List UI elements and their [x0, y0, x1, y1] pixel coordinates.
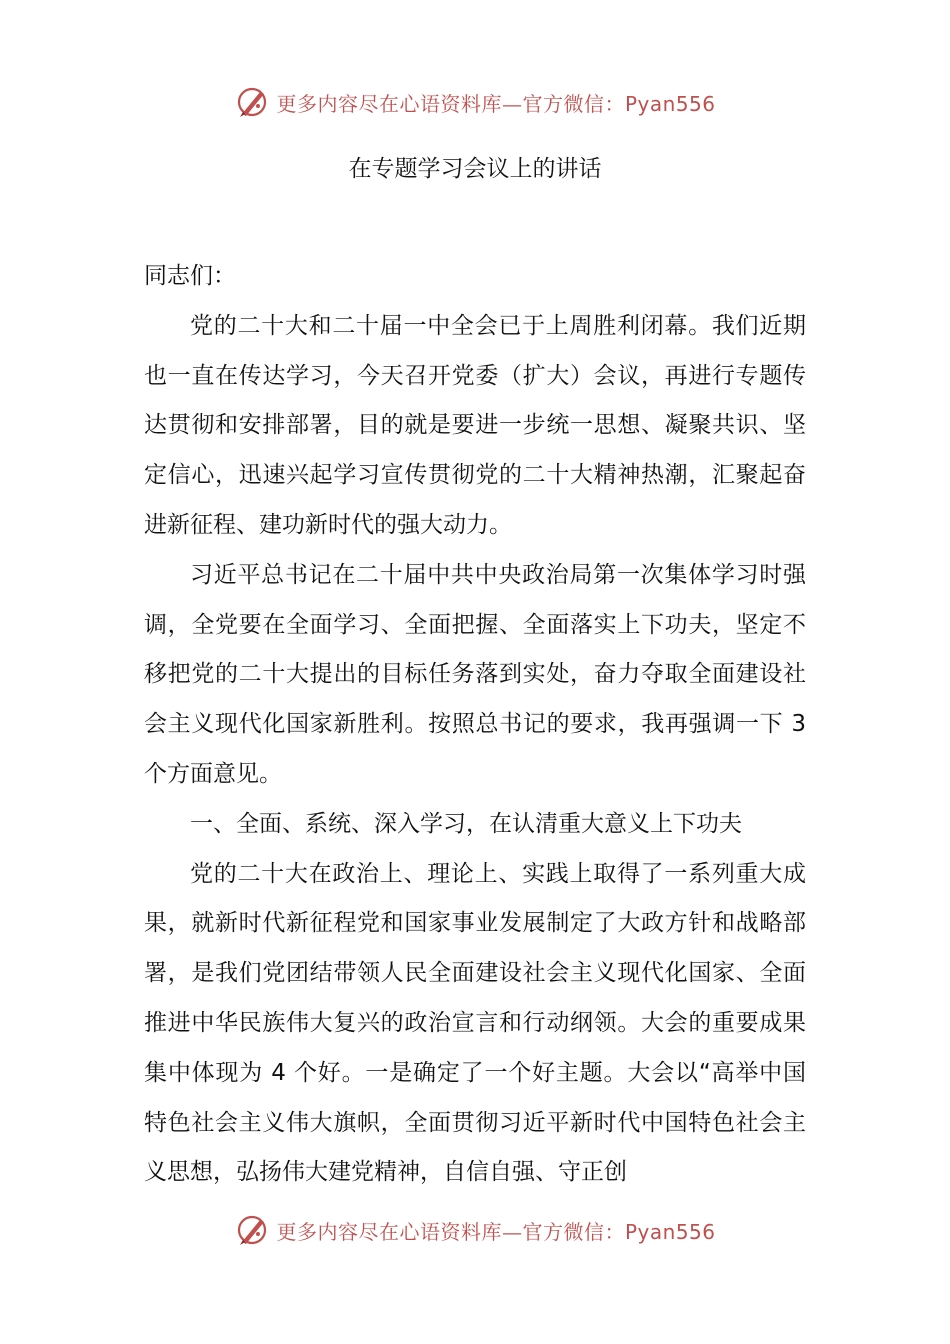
salutation: 同志们：	[144, 263, 236, 289]
watermark-content	[234, 1212, 715, 1248]
document-title: 在专题学习会议上的讲话	[348, 156, 602, 182]
paragraph: 党的二十大在政治上、理论上、实践上取得了一系列重大成果，就新时代新征程党和国家事业发展制定了大政方针和战略部署，是我们党团结带领人民全面建设社会主义现代化国家、全面推进中华民族伟大复兴的政治宣言和行动纲领。大会的重要成果集中体现为 4 个好。一是确定了一个好主题。大会以“高举中国特色社会主义伟大旗帜，全面贯彻习近平新时代中国特色社会主义思想，弘扬伟大建党精神，自信自强、守正创	[144, 860, 806, 1186]
watermark-banner-bottom	[0, 1210, 950, 1250]
watermark-wechat-id: Pyan556	[624, 1219, 716, 1244]
watermark-wechat-id: Pyan556	[624, 91, 716, 116]
watermark-content	[234, 84, 715, 120]
pen-logo-icon	[234, 1212, 270, 1248]
section-heading: 一、全面、系统、深入学习，在认清重大意义上下功夫	[190, 810, 742, 837]
watermark-text: 更多内容尽在心语资料库—官方微信：Pyan556	[276, 1219, 716, 1244]
watermark-banner-top	[0, 82, 950, 122]
document-body	[144, 252, 806, 1198]
watermark-text: 更多内容尽在心语资料库—官方微信：Pyan556	[276, 91, 716, 116]
pen-logo-icon	[234, 84, 270, 120]
paragraph: 习近平总书记在二十届中共中央政治局第一次集体学习时强调，全党要在全面学习、全面把握、全面落实上下功夫，坚定不移把党的二十大提出的目标任务落到实处，奋力夺取全面建设社会主义现代化国家新胜利。按照总书记的要求，我再强调一下 3 个方面意见。	[144, 561, 806, 787]
paragraph: 党的二十大和二十届一中全会已于上周胜利闭幕。我们近期也一直在传达学习，今天召开党委（扩大）会议，再进行专题传达贯彻和安排部署，目的就是要进一步统一思想、凝聚共识、坚定信心，迅速兴起学习宣传贯彻党的二十大精神热潮，汇聚起奋进新征程、建功新时代的强大动力。	[144, 312, 806, 538]
